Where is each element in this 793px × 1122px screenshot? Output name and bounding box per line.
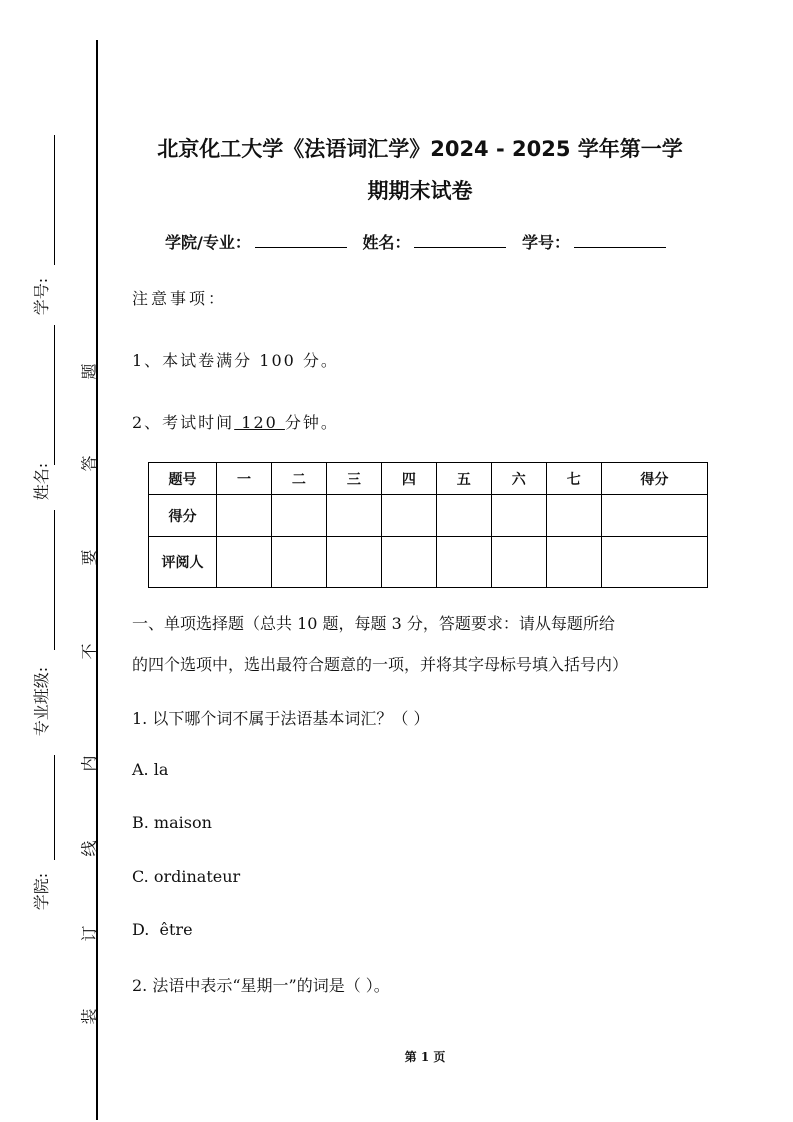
name-blank[interactable] bbox=[414, 232, 506, 248]
table-header-cell: 七 bbox=[546, 463, 601, 495]
grader-cell bbox=[546, 537, 601, 588]
seal-char: 要 bbox=[79, 549, 99, 566]
page-title-line2: 期期末试卷 bbox=[367, 179, 473, 203]
student-id-blank[interactable] bbox=[574, 232, 666, 248]
row-label: 评阅人 bbox=[149, 537, 217, 588]
college-major-label: 学院/专业： bbox=[165, 233, 251, 252]
option: D. être bbox=[132, 920, 193, 939]
table-header-cell: 六 bbox=[491, 463, 546, 495]
score-cell bbox=[546, 495, 601, 537]
note-text: 2、考试时间 bbox=[132, 413, 235, 432]
seal-char: 题 bbox=[79, 363, 99, 380]
seal-char: 内 bbox=[79, 755, 99, 772]
option: A. la bbox=[132, 760, 169, 779]
margin-major-class-label: 专业班级: bbox=[32, 666, 52, 737]
margin-college-label: 学院: bbox=[32, 872, 52, 911]
margin-underline bbox=[54, 325, 55, 465]
page-title: 北京化工大学《法语词汇学》2024 - 2025 学年第一学 bbox=[157, 137, 683, 161]
score-cell bbox=[217, 495, 272, 537]
seal-char: 装 bbox=[79, 1008, 99, 1025]
table-row bbox=[149, 537, 708, 588]
row-label: 得分 bbox=[149, 495, 217, 537]
score-cell bbox=[491, 495, 546, 537]
grader-cell bbox=[491, 537, 546, 588]
note-item: 1、本试卷满分 100 分。 bbox=[132, 351, 339, 370]
grader-cell bbox=[436, 537, 491, 588]
option: C. ordinateur bbox=[132, 867, 241, 886]
margin-underline bbox=[54, 755, 55, 860]
score-cell bbox=[326, 495, 381, 537]
grader-cell bbox=[381, 537, 436, 588]
seal-char: 答 bbox=[79, 455, 99, 472]
margin-student-id-label: 学号: bbox=[32, 277, 52, 316]
grader-cell bbox=[326, 537, 381, 588]
notes-heading: 注意事项： bbox=[132, 289, 228, 308]
student-info-line bbox=[165, 230, 676, 253]
table-header-cell: 得分 bbox=[601, 463, 707, 495]
seal-char: 不 bbox=[79, 643, 99, 660]
score-cell bbox=[436, 495, 491, 537]
section-instructions-line2: 的四个选项中，选出最符合题意的一项，并将其字母标号填入括号内） bbox=[132, 655, 629, 674]
question-stem: 2. 法语中表示“星期一”的词是（ ）。 bbox=[132, 976, 390, 995]
margin-underline bbox=[54, 135, 55, 265]
name-label: 姓名： bbox=[362, 233, 411, 252]
score-table bbox=[148, 462, 708, 588]
question-stem: 1. 以下哪个词不属于法语基本词汇？（ ） bbox=[132, 709, 430, 728]
grader-cell bbox=[217, 537, 272, 588]
note-text: 分钟。 bbox=[284, 413, 339, 432]
score-cell bbox=[271, 495, 326, 537]
grader-cell bbox=[271, 537, 326, 588]
table-header-cell: 题号 bbox=[149, 463, 217, 495]
option: B. maison bbox=[132, 813, 212, 832]
binding-line bbox=[96, 40, 98, 1120]
page-number: 第 1 页 bbox=[404, 1050, 446, 1064]
seal-char: 线 bbox=[79, 840, 99, 857]
table-header-cell: 五 bbox=[436, 463, 491, 495]
student-id-label: 学号： bbox=[522, 233, 571, 252]
table-header-cell: 四 bbox=[381, 463, 436, 495]
table-row bbox=[149, 463, 708, 495]
grader-cell bbox=[601, 537, 707, 588]
margin-name-label: 姓名: bbox=[32, 462, 52, 501]
table-header-cell: 二 bbox=[271, 463, 326, 495]
margin-underline bbox=[54, 510, 55, 650]
seal-char: 订 bbox=[79, 925, 99, 942]
score-cell bbox=[601, 495, 707, 537]
note-item bbox=[132, 410, 339, 433]
section-instructions: 一、单项选择题（总共 10 题，每题 3 分，答题要求：请从每题所给 bbox=[132, 614, 615, 633]
exam-duration: 120 bbox=[234, 413, 285, 432]
table-row bbox=[149, 495, 708, 537]
table-header-cell: 一 bbox=[217, 463, 272, 495]
score-cell bbox=[381, 495, 436, 537]
table-header-cell: 三 bbox=[326, 463, 381, 495]
college-major-blank[interactable] bbox=[255, 232, 347, 248]
